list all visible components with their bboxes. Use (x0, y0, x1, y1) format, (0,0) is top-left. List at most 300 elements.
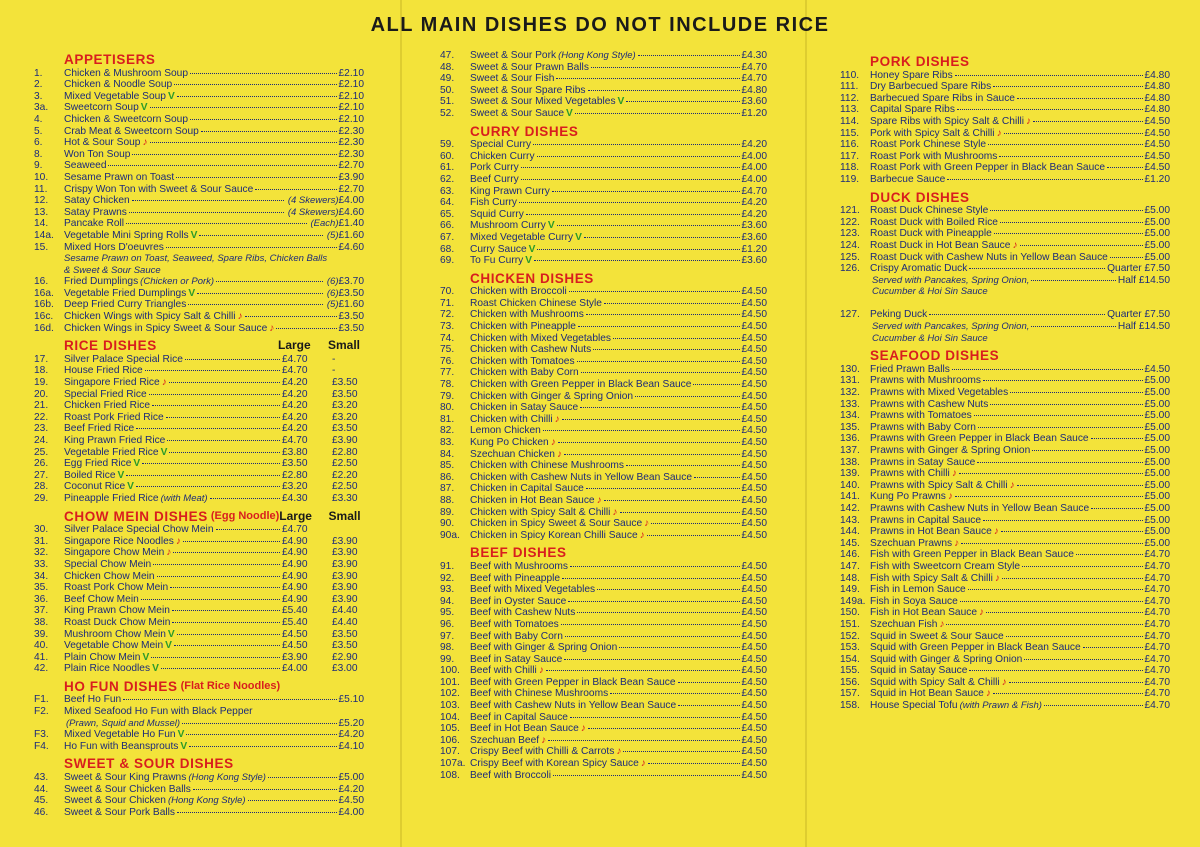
item-name (64, 458, 140, 470)
item-name-text: Chicken Wings with Spicy Salt & Chilli (64, 311, 236, 323)
item-name (64, 784, 191, 796)
item-price: £4.50 (741, 665, 767, 677)
item-number: 149a. (840, 595, 866, 607)
item-number: 19. (34, 377, 49, 389)
item-price: £4.50 (741, 734, 767, 746)
item-price: £4.90 (282, 593, 308, 605)
item-price: £1.60 (338, 299, 364, 311)
item-price: £4.50 (741, 483, 767, 495)
vegetarian-icon: V (167, 628, 175, 640)
dot-leader (126, 223, 306, 224)
menu-item (440, 619, 767, 631)
item-price: £4.90 (282, 558, 308, 570)
menu-item (34, 68, 364, 80)
item-name (470, 584, 595, 596)
item-price: £4.70 (1144, 665, 1170, 677)
item-description: & Sweet & Sour Sauce (64, 264, 161, 276)
item-price: £4.00 (338, 806, 364, 818)
item-number: 1. (34, 67, 43, 79)
item-note: (Chicken or Pork) (140, 276, 215, 288)
item-name-text: Crispy Beef with Korean Spicy Sauce (470, 758, 639, 770)
dot-leader (201, 131, 337, 132)
dot-leader (564, 659, 739, 660)
dot-leader (929, 314, 1105, 315)
item-number: 107. (440, 746, 460, 758)
item-name-text: Chicken with Mixed Vegetables (470, 332, 612, 344)
dot-leader (153, 564, 280, 565)
menu-item (840, 480, 1170, 492)
item-name (870, 333, 988, 345)
item-number: 30. (34, 524, 49, 536)
item-price: £4.50 (741, 746, 767, 758)
item-number: 93. (440, 584, 455, 596)
dot-leader (983, 380, 1143, 381)
item-name-text: Beef with Chinese Mushrooms (470, 688, 609, 700)
item-name-text: Barbecue Sauce (870, 173, 946, 185)
dot-leader (570, 717, 740, 718)
item-name (870, 538, 959, 550)
item-number: 46. (34, 806, 49, 818)
chilli-icon: ♪ (612, 506, 618, 518)
menu-item (440, 518, 767, 530)
chilli-icon: ♪ (556, 448, 563, 460)
dot-leader (588, 728, 740, 729)
item-number: 141. (840, 491, 860, 503)
menu-item (34, 536, 364, 548)
item-price: £4.50 (282, 640, 308, 652)
item-price: £3.60 (741, 96, 767, 108)
item-number: 79. (440, 390, 455, 402)
item-name-text: Beef with Ginger & Spring Onion (470, 642, 618, 654)
section-title-text: CHICKEN DISHES (470, 270, 594, 286)
item-price: £3.90 (338, 171, 364, 183)
item-number: 149. (840, 584, 860, 596)
menu-item (34, 195, 364, 207)
menu-item (840, 549, 1170, 561)
item-name (64, 652, 149, 664)
item-name (64, 571, 155, 583)
dot-leader (1017, 98, 1143, 99)
item-name (870, 422, 976, 434)
dot-leader (255, 189, 336, 190)
item-price: £4.50 (741, 529, 767, 541)
dot-leader (521, 179, 740, 180)
item-price: £5.00 (1144, 239, 1170, 251)
item-price: £4.70 (1144, 618, 1170, 630)
item-number: 121. (840, 205, 860, 217)
dot-leader (268, 777, 337, 778)
item-price: £5.00 (1144, 433, 1170, 445)
item-number: 97. (440, 630, 455, 642)
item-number: 27. (34, 469, 49, 481)
item-price: £4.30 (282, 492, 308, 504)
item-price: £1.20 (741, 243, 767, 255)
item-price: £4.50 (1144, 150, 1170, 162)
column-header-small: Small (328, 508, 361, 523)
column-header-large: Large (278, 338, 311, 353)
dot-leader (136, 486, 280, 487)
menu-item (840, 162, 1170, 174)
dot-leader (534, 260, 739, 261)
menu-item (440, 162, 767, 174)
menu-item (34, 172, 364, 184)
menu-item (840, 151, 1170, 163)
dot-leader (588, 90, 740, 91)
menu-item (840, 81, 1170, 93)
dot-leader (581, 372, 740, 373)
item-name (470, 483, 584, 495)
menu-item (440, 700, 767, 712)
item-name-text: Barbecued Spare Ribs in Sauce (870, 92, 1015, 104)
dot-leader (955, 496, 1143, 497)
item-name (470, 402, 578, 414)
chilli-icon: ♪ (1012, 239, 1018, 251)
menu-item (34, 299, 364, 311)
dot-leader (1000, 222, 1143, 223)
item-number: 142. (840, 502, 860, 514)
item-number: 11. (34, 183, 48, 195)
item-price-small: £3.50 (332, 640, 358, 652)
item-name-text: Prawns with Mixed Vegetables (870, 387, 1009, 399)
dot-leader (543, 430, 740, 431)
item-price: £2.30 (338, 137, 364, 149)
dot-leader (586, 314, 740, 315)
item-number: 16. (34, 276, 49, 288)
item-name (470, 62, 589, 74)
item-name-text: Beef with Broccoli (470, 769, 551, 781)
item-price: £4.20 (282, 423, 308, 435)
item-name-text: Chicken in Spicy Korean Chilli Sauce (470, 529, 638, 541)
item-name (64, 694, 121, 706)
item-name (470, 232, 582, 244)
dot-leader (620, 512, 740, 513)
dot-leader (678, 705, 739, 706)
item-name (470, 700, 676, 712)
item-name (64, 741, 187, 753)
item-number: 32. (34, 547, 49, 559)
item-name (64, 276, 214, 288)
item-price: £4.50 (741, 506, 767, 518)
item-name (870, 619, 944, 631)
dot-leader (141, 599, 280, 600)
item-price: £5.00 (1144, 445, 1170, 456)
menu-item (840, 174, 1170, 186)
item-price: £4.00 (741, 173, 767, 185)
menu-item (34, 400, 364, 412)
item-price: £4.50 (741, 607, 767, 619)
item-name-text: Fish in Lemon Sauce (870, 584, 966, 596)
dot-leader (638, 55, 740, 56)
dot-leader (586, 488, 740, 489)
item-name (64, 617, 170, 629)
item-name (64, 423, 134, 435)
item-name (470, 151, 535, 163)
item-number: 143. (840, 514, 860, 526)
item-number: 112. (840, 92, 860, 104)
item-name-text: Szechuan Fish (870, 618, 938, 630)
menu-item (34, 694, 364, 706)
menu-item (34, 652, 364, 664)
dot-leader (537, 249, 739, 250)
vegetarian-icon: V (165, 640, 172, 652)
item-name (470, 162, 519, 174)
dot-leader (1110, 257, 1143, 258)
dot-leader (199, 235, 322, 236)
item-name-text: Sweet & Sour Spare Ribs (470, 84, 586, 96)
item-name (64, 160, 106, 172)
menu-item (440, 665, 767, 677)
item-price-small: - (332, 365, 336, 377)
item-name-text: Roast Pork Chow Mein (64, 582, 169, 594)
item-name (870, 252, 1108, 264)
item-price: £4.50 (1144, 363, 1170, 375)
item-name-text: Beef with Green Pepper in Black Bean Sauce (470, 676, 676, 688)
section-title-text: SWEET & SOUR DISHES (64, 756, 234, 772)
dot-leader (176, 177, 336, 178)
item-price-small: £3.20 (332, 400, 358, 412)
item-name-text: Sweetcorn Soup (64, 102, 139, 114)
item-name (64, 68, 188, 80)
menu-item (840, 399, 1170, 411)
chilli-icon: ♪ (644, 518, 650, 530)
item-name (64, 629, 175, 641)
item-price: £5.00 (338, 772, 364, 784)
item-number: 13. (34, 206, 49, 218)
item-number: 16a. (34, 287, 54, 299)
item-price: £4.50 (741, 321, 767, 333)
item-name-text: Chicken with Cashew Nuts (470, 344, 592, 356)
item-name (470, 449, 562, 461)
item-name-text: Sweet & Sour Pork Balls (64, 806, 175, 818)
item-number: 72. (440, 309, 455, 321)
dot-leader (557, 225, 740, 226)
item-price: £5.00 (1144, 251, 1170, 263)
item-name-text: Silver Palace Special Chow Mein (64, 524, 214, 536)
item-name (470, 298, 602, 310)
menu-item (440, 244, 767, 256)
item-note: Cucumber & Hoi Sin Sauce (872, 286, 988, 298)
item-number: 90. (440, 518, 455, 530)
menu-item (840, 468, 1170, 480)
item-name-text: Chicken in Satay Sauce (470, 402, 579, 414)
dot-leader (166, 247, 337, 248)
item-price: £4.60 (338, 241, 364, 253)
menu-item (440, 151, 767, 163)
item-name-text: Curry Sauce (470, 243, 527, 255)
dot-leader (161, 668, 280, 669)
item-name (470, 174, 519, 186)
dot-leader (693, 384, 739, 385)
item-name-text: Beef Ho Fun (64, 694, 122, 706)
item-price: £1.40 (338, 218, 364, 230)
item-number: 44. (34, 783, 49, 795)
section-title-text: CHOW MEIN DISHES (64, 508, 208, 524)
menu-item (840, 252, 1170, 264)
item-price: £4.70 (282, 365, 308, 377)
dot-leader (584, 237, 740, 238)
chilli-icon: ♪ (639, 529, 645, 541)
section-title (470, 270, 767, 286)
menu-item (440, 561, 767, 573)
item-number: 146. (840, 549, 860, 561)
section-title-text: HO FUN DISHES (64, 678, 178, 694)
item-price: £3.60 (741, 231, 767, 243)
menu-item (440, 209, 767, 221)
dot-leader (1002, 578, 1143, 579)
chilli-icon: ♪ (1001, 676, 1007, 688)
item-price: £5.00 (1144, 491, 1170, 503)
dot-leader (619, 647, 739, 648)
item-name (470, 607, 575, 619)
item-price-small: £2.90 (332, 651, 358, 663)
menu-item (440, 139, 767, 151)
dot-leader (556, 78, 739, 79)
menu-item (840, 642, 1170, 654)
dot-leader (182, 723, 336, 724)
item-name-text: House Special Tofu (870, 700, 958, 712)
item-name (64, 207, 127, 219)
menu-item (440, 573, 767, 585)
menu-item (840, 688, 1170, 700)
item-portion: (6) (326, 287, 339, 299)
item-number: 156. (840, 676, 860, 688)
section-title-text: DUCK DISHES (870, 189, 970, 205)
dot-leader (519, 202, 740, 203)
item-name (64, 447, 167, 459)
item-number: 2. (34, 79, 43, 91)
item-number: 16d. (34, 322, 54, 334)
item-name (64, 114, 188, 126)
item-name-text: Roast Pork Chinese Style (870, 139, 987, 151)
item-number: 23. (34, 423, 49, 435)
item-number: 25. (34, 446, 49, 458)
item-price: £4.70 (741, 61, 767, 73)
dot-leader (597, 589, 739, 590)
menu-item (840, 228, 1170, 240)
item-number: 66. (440, 220, 455, 232)
item-price: £4.80 (741, 84, 767, 96)
item-price: £4.50 (741, 518, 767, 530)
item-name-text: Chicken Curry (470, 150, 535, 162)
item-price: £5.40 (282, 616, 308, 628)
section-subtitle: (Flat Rice Noodles) (180, 679, 281, 692)
item-name-text: Sweet & Sour Pork (470, 50, 557, 61)
item-number: 4. (34, 113, 43, 125)
item-number: 84. (440, 448, 455, 460)
dot-leader (183, 541, 280, 542)
dot-leader (245, 316, 337, 317)
item-price: Half £14.50 (1117, 321, 1170, 333)
chilli-icon: ♪ (550, 437, 556, 448)
menu-item (34, 323, 364, 335)
dot-leader (577, 612, 739, 613)
item-price-small: £3.90 (332, 593, 358, 605)
vegetarian-icon: V (528, 243, 536, 255)
item-name (470, 85, 586, 97)
item-name-text: Beef Curry (470, 173, 519, 185)
menu-item (840, 93, 1170, 105)
item-name (470, 631, 563, 643)
dot-leader (108, 165, 336, 166)
dot-leader (626, 101, 739, 102)
menu-item (34, 423, 364, 435)
dot-leader (947, 179, 1142, 180)
item-name (64, 230, 197, 242)
item-name-text: Beef with Mixed Vegetables (470, 584, 596, 596)
vegetarian-icon: V (575, 231, 582, 243)
item-number: 75. (440, 344, 455, 356)
dot-leader (136, 428, 280, 429)
menu-item (34, 389, 364, 401)
item-number: 40. (34, 640, 49, 652)
dot-leader (1022, 566, 1142, 567)
item-number: 105. (440, 723, 460, 735)
item-price: £1.20 (1144, 173, 1170, 185)
item-price: £4.20 (741, 208, 767, 220)
item-name (870, 139, 986, 151)
item-name (470, 333, 611, 345)
item-portion: (4 Skewers) (287, 195, 339, 207)
dot-leader (1031, 326, 1116, 327)
dot-leader (151, 657, 280, 658)
item-price: £5.00 (1144, 216, 1170, 228)
item-name (64, 524, 214, 536)
chilli-icon: ♪ (237, 311, 243, 323)
item-name-text: Chicken with Pineapple (470, 321, 576, 333)
dot-leader (526, 214, 740, 215)
vegetarian-icon: V (133, 458, 141, 470)
item-number: 29. (34, 492, 49, 504)
item-price: £5.00 (1144, 387, 1170, 399)
section-title (64, 508, 364, 524)
item-price: £4.50 (741, 471, 767, 483)
item-number: 33. (34, 558, 49, 570)
item-number: 138. (840, 456, 860, 468)
item-name-text: Capital Spare Ribs (870, 104, 955, 116)
dot-leader (216, 529, 281, 530)
chilli-icon: ♪ (1026, 115, 1032, 127)
item-name-text: Squid with Green Pepper in Black Bean Sauce (870, 642, 1081, 654)
item-price: £3.90 (282, 651, 308, 663)
item-name-text: Prawns in Capital Sauce (870, 514, 981, 526)
dot-leader (1006, 636, 1143, 637)
menu-item (840, 139, 1170, 151)
menu-item (840, 128, 1170, 140)
item-price: £4.70 (1144, 676, 1170, 688)
item-name-text: Beef in Capital Sauce (470, 711, 568, 723)
item-name (870, 217, 998, 229)
item-price: £2.10 (338, 90, 364, 102)
dot-leader (974, 415, 1143, 416)
menu-item (440, 344, 767, 356)
item-name-text: To Fu Curry (470, 255, 524, 267)
menu-item (34, 207, 364, 219)
item-price: £4.20 (741, 139, 767, 151)
item-name (64, 299, 186, 311)
dot-leader (988, 144, 1142, 145)
item-name-text: Fish with Spicy Salt & Chilli (870, 572, 993, 584)
dot-leader (210, 498, 280, 499)
menu-item (840, 321, 1170, 333)
vegetarian-icon: V (140, 102, 148, 114)
section-title-text: RICE DISHES (64, 338, 157, 354)
menu-item (34, 547, 364, 559)
menu-item (840, 573, 1170, 585)
menu-item (440, 367, 767, 379)
item-price: £4.80 (1144, 81, 1170, 93)
menu-item (440, 483, 767, 495)
item-number: 43. (34, 772, 49, 784)
